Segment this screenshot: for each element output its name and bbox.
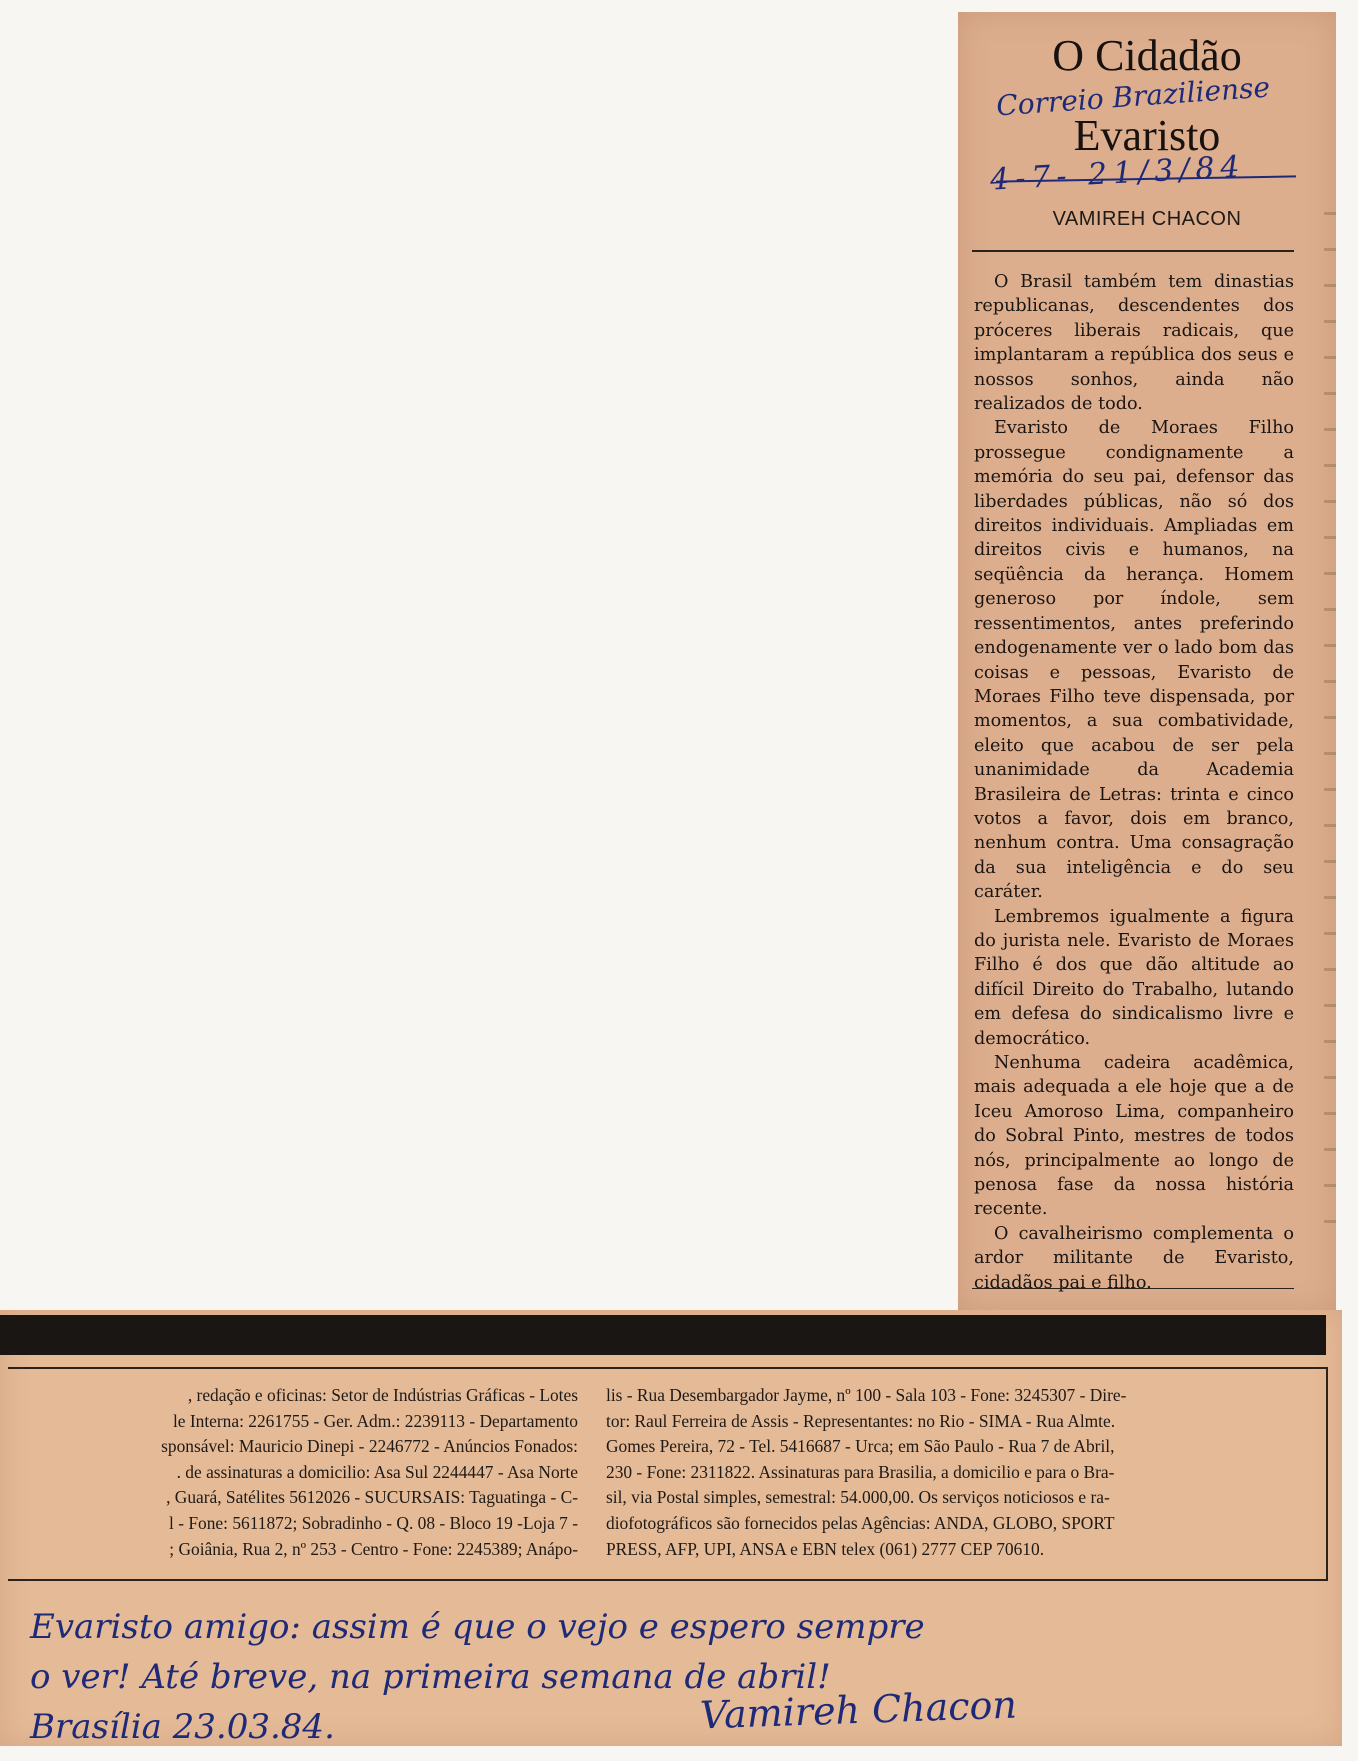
imprint-line: lis - Rua Desembargador Jayme, nº 100 - Sala 103 - Fone: 3245307 - Dire- (606, 1385, 1127, 1405)
handwritten-dedication (30, 1602, 1320, 1752)
imprint-line: diofotográficos são fornecidos pelas Agências: ANDA, GLOBO, SPORT (606, 1512, 1115, 1533)
imprint-line: , redação e oficinas: Setor de Indústrias Gráficas - Lotes (187, 1385, 578, 1405)
imprint-line: 230 - Fone: 2311822. Assinaturas para Brasilia, a domicilio e para o Bra- (606, 1461, 1115, 1482)
article-paragraph: Lembremos igualmente a figura do jurista nele. Evaristo de Moraes Filho é dos que dão altitude ao difícil Direito do Trabalho, lutando em defesa do sindicalismo livre e democrático. (974, 906, 1294, 1049)
imprint-box (8, 1367, 1328, 1581)
byline-divider (972, 250, 1294, 252)
article-paragraph: O cavalheirismo complementa o ardor militante de Evaristo, cidadãos pai e filho. (974, 1223, 1294, 1293)
imprint-line: . de assinaturas a domicilio: Asa Sul 2244447 - Asa Norte (176, 1461, 578, 1482)
author-byline: VAMIREH CHACON (1052, 208, 1242, 230)
imprint-line: PRESS, AFP, UPI, ANSA e EBN telex (061) 2777 CEP 70610. (606, 1538, 1045, 1559)
dedication-line: o ver! Até breve, na primeira semana de abril! (30, 1657, 831, 1697)
imprint-line: tor: Raul Ferreira de Assis - Representantes: no Rio - SIMA - Rua Almte. (606, 1410, 1116, 1431)
article-bottom-rule (972, 1288, 1294, 1289)
imprint-line: , Guará, Satélites 5612026 - SUCURSAIS: Taguatinga - C- (166, 1487, 578, 1508)
imprint-line: ; Goiânia, Rua 2, nº 253 - Centro - Fone: 2245389; Anápo- (169, 1538, 578, 1559)
handwritten-signature: Vamireh Chacon (699, 1682, 1018, 1738)
dedication-place-date: Brasília 23.03.84. (30, 1707, 335, 1747)
headline-line2: Evaristo (1073, 111, 1221, 160)
imprint-left-column (8, 1383, 578, 1562)
imprint-line: l - Fone: 5611872; Sobradinho - Q. 08 - Bloco 19 -Loja 7 - (169, 1512, 578, 1533)
imprint-line: Gomes Pereira, 72 - Tel. 5416687 - Urca; em São Paulo - Rua 7 de Abril, (606, 1436, 1115, 1457)
imprint-line: sponsável: Mauricio Dinepi - 2246772 - Anúncios Fonados: (161, 1436, 578, 1457)
handwritten-date-note: 4-7- 21/3/84 (989, 149, 1247, 198)
imprint-line: sil, via Postal simples, semestral: 54.000,00. Os serviços noticiosos e ra- (606, 1487, 1110, 1508)
headline-line1: O Cidadão (1052, 31, 1242, 80)
imprint-right-column (606, 1383, 1306, 1562)
article-paragraph: Evaristo de Moraes Filho prossegue condignamente a memória do seu pai, defensor das liberdades públicas, não só dos direitos individuais. Ampliadas em direitos civis e humanos, na seqüência da herança. Homem generoso por índole, sem ressentimentos, antes preferindo endogenamente ver o lado bom das coisas e pessoas, Evaristo de Moraes Filho teve dispensada, por momentos, a sua combatividade, eleito que acabou de ser pela unanimidade da Academia Brasileira de Letras: trinta e cinco votos a favor, dois em branco, nenhum contra. Uma consagração da sua inteligência e do seu caráter. (974, 418, 1294, 903)
handwritten-source-note: Correio Braziliense (995, 70, 1271, 123)
imprint-line: le Interna: 2261755 - Ger. Adm.: 2239113 - Departamento (172, 1410, 578, 1431)
imprint-clipping (0, 1310, 1342, 1746)
article-paragraph: O Brasil também tem dinastias republicanas, descendentes dos próceres liberais radicais, que implantaram a república dos seus e nossos sonhos, ainda não realizados de todo. (974, 272, 1294, 415)
torn-edge-marks (1324, 212, 1336, 1252)
article-paragraph: Nenhuma cadeira acadêmica, mais adequada a ele hoje que a de Iceu Amoroso Lima, companheiro do Sobral Pinto, mestres de todos nós, principalmente ao longo de penosa fase da nossa história recente. (974, 1053, 1294, 1220)
dedication-line: Evaristo amigo: assim é que o vejo e espero sempre (30, 1607, 925, 1647)
article-clipping (958, 12, 1336, 1312)
article-body (974, 270, 1294, 1295)
black-band (0, 1315, 1326, 1355)
